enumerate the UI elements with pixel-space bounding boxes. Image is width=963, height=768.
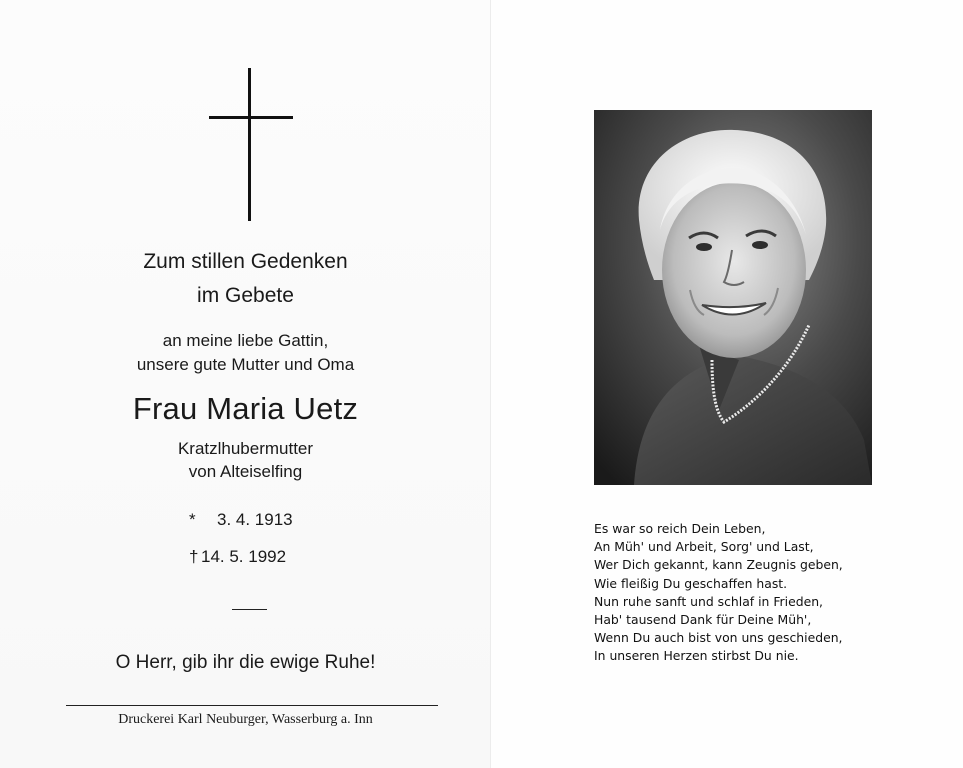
poem-line: Nun ruhe sanft und schlaf in Frieden,	[594, 593, 823, 609]
poem-line: In unseren Herzen stirbst Du nie.	[594, 648, 799, 664]
dedication	[0, 329, 491, 377]
dedication-line: unsere gute Mutter und Oma	[136, 355, 355, 374]
memorial-heading	[0, 245, 491, 313]
subtitle-line: Kratzlhubermutter	[177, 439, 314, 458]
death-date: 14. 5. 1992	[201, 547, 287, 566]
birth-date-row	[189, 510, 293, 530]
printer-credit: Druckerei Karl Neuburger, Wasserburg a. Inn	[118, 712, 373, 727]
death-cross-icon: †	[189, 547, 199, 566]
birth-star-icon: *	[189, 510, 196, 529]
cross-vertical-bar	[248, 68, 251, 221]
deceased-name: Frau Maria Uetz	[132, 391, 359, 426]
birth-date: 3. 4. 1913	[217, 510, 293, 529]
dedication-line: an meine liebe Gattin,	[162, 331, 329, 350]
poem-line: Es war so reich Dein Leben,	[594, 521, 766, 536]
separator-dash	[232, 609, 267, 610]
prayer-line: O Herr, gib ihr die ewige Ruhe!	[115, 652, 376, 673]
deceased-subtitle	[0, 437, 491, 483]
memorial-poem	[594, 520, 843, 666]
poem-line: Wie fleißig Du geschaffen hast.	[594, 575, 788, 591]
heading-line: im Gebete	[197, 284, 294, 307]
portrait-image	[594, 110, 872, 485]
printer-rule	[66, 705, 438, 706]
heading-line: Zum stillen Gedenken	[143, 250, 348, 273]
cross-horizontal-bar	[209, 116, 293, 119]
poem-line: An Müh' und Arbeit, Sorg' und Last,	[594, 539, 814, 555]
poem-line: Wenn Du auch bist von uns geschieden,	[594, 630, 843, 646]
subtitle-line: von Alteiselfing	[188, 462, 303, 481]
portrait-photo	[594, 110, 872, 485]
poem-line: Wer Dich gekannt, kann Zeugnis geben,	[594, 557, 843, 573]
poem-line: Hab' tausend Dank für Deine Müh',	[594, 612, 812, 628]
death-date-row	[189, 547, 286, 567]
